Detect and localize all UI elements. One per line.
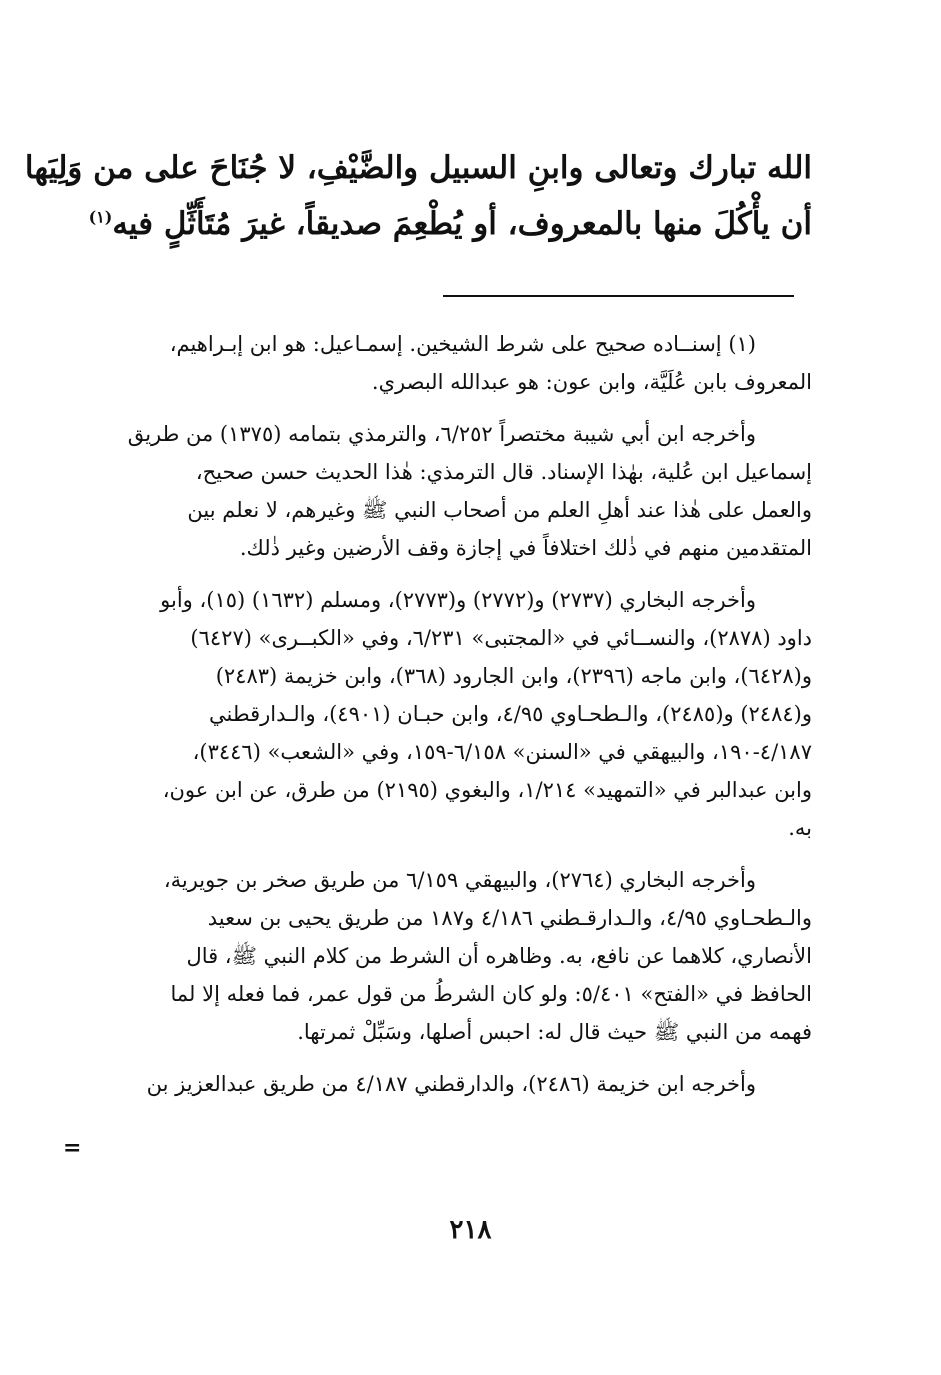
footnote-line: وأخرجه ابن خزيمة (٢٤٨٦)، والدارقطني ٤/١٨٧ من طريق عبدالعزيز بن (146, 1072, 756, 1096)
footnote-line: وأخرجه ابن أبي شيبة مختصراً ٦/٢٥٢، والترمذي بتمامه (١٣٧٥) من طريق (127, 422, 756, 446)
main-text-block (24, 140, 812, 252)
footnote-line: وابن عبدالبر في «التمهيد» ١/٢١٤، والبغوي (٢١٩٥) من طرق، عن ابن عون، (162, 778, 812, 802)
footnote-line: فهمه من النبي ﷺ حيث قال له: احبس أصلها، وسَبِّلْ ثمرتها. (297, 1020, 812, 1044)
footnote-line: إسماعيل ابن عُلية، بهٰذا الإسناد. قال الترمذي: هٰذا الحديث حسن صحيح، (195, 460, 812, 484)
footnote-line: والـطحـاوي ٤/٩٥، والـدارقـطني ٤/١٨٦ و١٨٧ من طريق يحيى بن سعيد (207, 906, 812, 930)
continued-mark: = (63, 1135, 82, 1161)
footnotes-block (96, 325, 812, 1117)
footnote-paragraph-2 (96, 415, 812, 567)
footnote-line: ٤/١٨٧-١٩٠، والبيهقي في «السنن» ٦/١٥٨-١٥٩، وفي «الشعب» (٣٤٤٦)، (192, 740, 812, 764)
footnote-line: المتقدمين منهم في ذٰلك اختلافاً في إجازة وقف الأرضين وغير ذٰلك. (239, 536, 812, 560)
footnote-line: الحافظ في «الفتح» ٥/٤٠١: ولو كان الشرطُ من قول عمر، فما فعله إلا لما (170, 982, 812, 1006)
main-text-line-2 (88, 196, 812, 252)
footnote-line: وأخرجه البخاري (٢٧٣٧) و(٢٧٧٢) و(٢٧٧٣)، ومسلم (١٦٣٢) (١٥)، وأبو (160, 588, 756, 612)
footnote-paragraph-1 (96, 325, 812, 401)
footnote-paragraph-3 (96, 581, 812, 847)
footnote-reference: (١) (88, 207, 113, 227)
footnote-line: وأخرجه البخاري (٢٧٦٤)، والبيهقي ٦/١٥٩ من طريق صخر بن جويرية، (163, 868, 756, 892)
footnote-line: و(٦٤٢٨)، وابن ماجه (٢٣٩٦)، وابن الجارود (٣٦٨)، وابن خزيمة (٢٤٨٣) (215, 664, 812, 688)
footnote-separator-rule (443, 295, 794, 297)
main-text-line-2-text: أن يأْكُلَ منها بالمعروف، أو يُطْعِمَ صديقاً، غيرَ مُتَأَثِّلٍ فيه (112, 206, 812, 242)
page-number: ٢١٨ (449, 1215, 492, 1245)
footnote-line: والعمل على هٰذا عند أهلِ العلم من أصحاب النبي ﷺ وغيرهم، لا نعلم بين (187, 498, 812, 522)
footnote-line: به. (788, 816, 812, 840)
footnote-paragraph-4 (96, 861, 812, 1051)
footnote-line: المعروف بابن عُلَيَّة، وابن عون: هو عبدالله البصري. (371, 370, 812, 394)
footnote-paragraph-5 (96, 1065, 812, 1103)
footnote-line: و(٢٤٨٤) و(٢٤٨٥)، والـطحـاوي ٤/٩٥، وابن حبـان (٤٩٠١)، والـدارقطني (209, 702, 812, 726)
footnote-line: (١) إسنــاده صحيح على شرط الشيخين. إسمـاعيل: هو ابن إبـراهيم، (169, 332, 756, 356)
main-text-line-1: الله تبارك وتعالى وابنِ السبيل والضَّيْفِ، لا جُنَاحَ على من وَلِيَها (24, 150, 812, 186)
footnote-line: داود (٢٨٧٨)، والنســائي في «المجتبى» ٦/٢٣١، وفي «الكبــرى» (٦٤٢٧) (190, 626, 812, 650)
footnote-line: الأنصاري، كلاهما عن نافع، به. وظاهره أن الشرط من كلام النبي ﷺ، قال (186, 944, 812, 968)
